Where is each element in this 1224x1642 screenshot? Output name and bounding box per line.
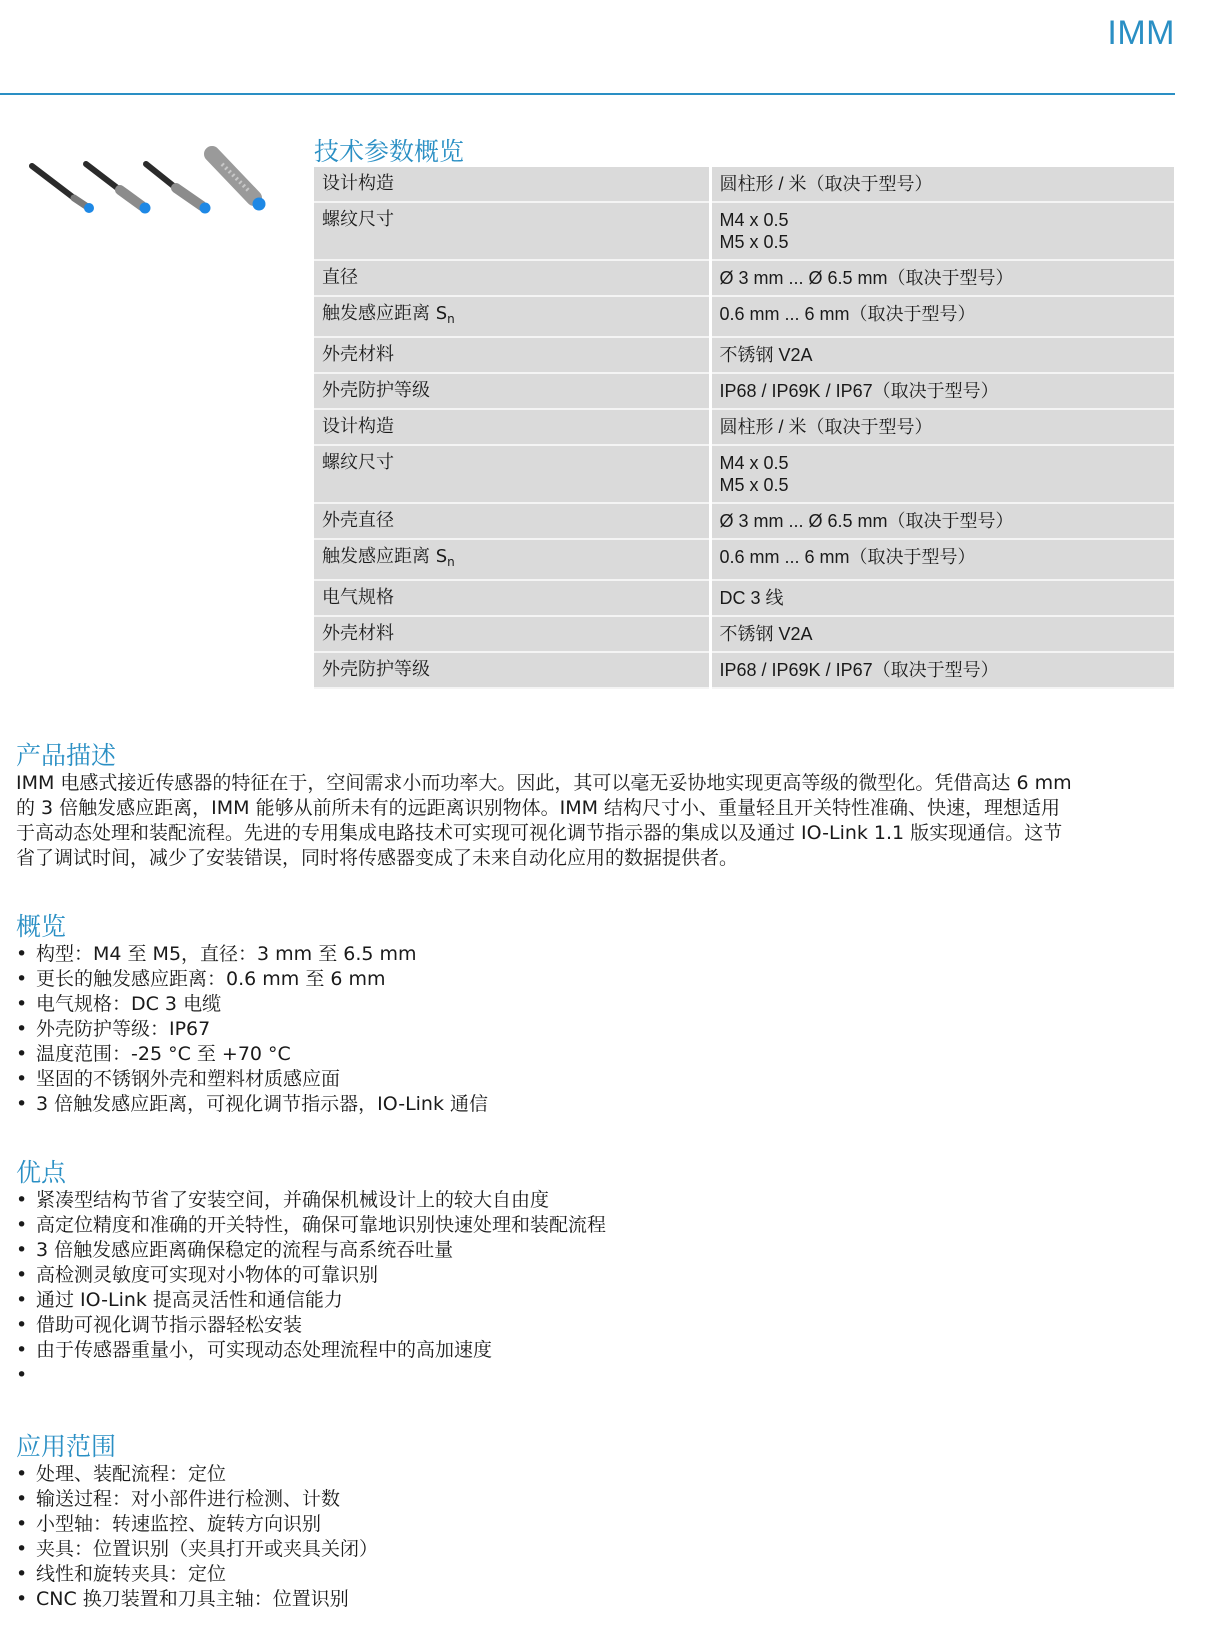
list-item <box>16 1213 1176 1238</box>
spec-label <box>314 652 710 688</box>
spec-label-text: 螺纹尺寸 <box>322 452 394 473</box>
spec-value-line: M4 x 0.5 <box>719 210 789 230</box>
spec-value-line: 不锈钢 V2A <box>719 345 813 365</box>
list-item-text: 电气规格：DC 3 电缆 <box>36 993 222 1015</box>
sensor-1 <box>32 166 94 213</box>
list-item <box>16 1562 1176 1587</box>
spec-row <box>314 580 1174 616</box>
bullet-icon: • <box>16 1339 28 1361</box>
list-item <box>16 967 1176 992</box>
list-item <box>16 1537 1176 1562</box>
advantages-section <box>16 1158 1176 1388</box>
list-item <box>16 1092 1176 1117</box>
sensor-4 <box>212 154 266 211</box>
list-item-text: 构型：M4 至 M5，直径：3 mm 至 6.5 mm <box>36 943 417 965</box>
spec-label <box>314 580 710 616</box>
spec-row <box>314 616 1174 652</box>
spec-row <box>314 337 1174 373</box>
sensor-3 <box>146 164 211 214</box>
spec-label-text: 螺纹尺寸 <box>322 209 394 230</box>
spec-label-text: 外壳防护等级 <box>322 380 430 401</box>
spec-value <box>710 167 1174 202</box>
tech-params-title: 技术参数概览 <box>314 137 465 166</box>
overview-list <box>16 942 1176 1117</box>
spec-value <box>710 260 1174 296</box>
applications-list <box>16 1462 1176 1612</box>
spec-label-text: 直径 <box>322 267 358 288</box>
list-item-text: 紧凑型结构节省了安装空间，并确保机械设计上的较大自由度 <box>36 1189 550 1211</box>
spec-label-text: 设计构造 <box>322 416 394 437</box>
bullet-icon: • <box>16 1463 28 1485</box>
spec-value-line: M5 x 0.5 <box>719 475 789 495</box>
list-item <box>16 1363 1176 1388</box>
page-header <box>0 0 1175 95</box>
spec-row <box>314 373 1174 409</box>
advantages-list <box>16 1188 1176 1388</box>
spec-value <box>710 616 1174 652</box>
spec-label <box>314 503 710 539</box>
list-item-text: 高定位精度和准确的开关特性，确保可靠地识别快速处理和装配流程 <box>36 1214 607 1236</box>
list-item-text: 外壳防护等级：IP67 <box>36 1018 211 1040</box>
spec-value <box>710 652 1174 688</box>
spec-label-text: 外壳材料 <box>322 623 394 644</box>
list-item <box>16 1188 1176 1213</box>
spec-row <box>314 409 1174 445</box>
bullet-icon: • <box>16 1239 28 1261</box>
description-line: 的 3 倍触发感应距离，IMM 能够从前所未有的远距离识别物体。IMM 结构尺寸小、重量轻且开关特性准确、快速，理想适用 <box>16 797 1061 819</box>
bullet-icon: • <box>16 968 28 990</box>
brand-title: IMM <box>1107 14 1175 52</box>
bullet-icon: • <box>16 1043 28 1065</box>
list-item <box>16 1462 1176 1487</box>
spec-label <box>314 373 710 409</box>
spec-row <box>314 260 1174 296</box>
list-item <box>16 1338 1176 1363</box>
spec-label <box>314 539 710 580</box>
spec-row <box>314 539 1174 580</box>
spec-value-line: IP68 / IP69K / IP67（取决于型号） <box>719 381 999 401</box>
applications-title: 应用范围 <box>16 1432 117 1461</box>
bullet-icon: • <box>16 1214 28 1236</box>
bullet-icon: • <box>16 1093 28 1115</box>
bullet-icon: • <box>16 1189 28 1211</box>
bullet-icon: • <box>16 1538 28 1560</box>
spec-value <box>710 445 1174 503</box>
spec-label <box>314 296 710 337</box>
bullet-icon: • <box>16 1068 28 1090</box>
spec-label <box>314 337 710 373</box>
spec-label <box>314 202 710 260</box>
spec-label-subscript: n <box>447 555 455 569</box>
spec-label-subscript: n <box>447 312 455 326</box>
description-line: IMM 电感式接近传感器的特征在于，空间需求小而功率大。因此，其可以毫无妥协地实现更高等级的微型化。凭借高达 6 mm <box>16 772 1072 794</box>
spec-label-text: 触发感应距离 S <box>322 546 448 567</box>
advantages-title: 优点 <box>16 1158 67 1187</box>
bullet-icon: • <box>16 1289 28 1311</box>
list-item <box>16 1512 1176 1537</box>
description-title: 产品描述 <box>16 741 117 770</box>
list-item-text: 坚固的不锈钢外壳和塑料材质感应面 <box>36 1068 341 1090</box>
description-line: 省了调试时间，减少了安装错误，同时将传感器变成了未来自动化应用的数据提供者。 <box>16 847 739 869</box>
list-item <box>16 1487 1176 1512</box>
list-item-text: 3 倍触发感应距离确保稳定的流程与高系统吞吐量 <box>36 1239 454 1261</box>
spec-row <box>314 503 1174 539</box>
list-item-text: 输送过程：对小部件进行检测、计数 <box>36 1488 341 1510</box>
spec-label <box>314 409 710 445</box>
spec-row <box>314 202 1174 260</box>
list-item-text: 借助可视化调节指示器轻松安装 <box>36 1314 303 1336</box>
list-item-text: 处理、装配流程：定位 <box>36 1463 227 1485</box>
spec-value-line: 不锈钢 V2A <box>719 624 813 644</box>
list-item <box>16 1238 1176 1263</box>
list-item-text: 线性和旋转夹具：定位 <box>36 1563 227 1585</box>
spec-label-text: 外壳直径 <box>322 510 394 531</box>
bullet-icon: • <box>16 943 28 965</box>
list-item-text: 夹具：位置识别（夹具打开或夹具关闭） <box>36 1538 379 1560</box>
applications-section <box>16 1432 1176 1612</box>
spec-value-line: M5 x 0.5 <box>719 232 789 252</box>
list-item-text: 通过 IO-Link 提高灵活性和通信能力 <box>36 1289 343 1311</box>
list-item <box>16 1042 1176 1067</box>
spec-value <box>710 539 1174 580</box>
bullet-icon: • <box>16 1488 28 1510</box>
spec-label-text: 触发感应距离 S <box>322 303 448 324</box>
list-item-text: 更长的触发感应距离：0.6 mm 至 6 mm <box>36 968 386 990</box>
spec-value <box>710 503 1174 539</box>
list-item-text: 高检测灵敏度可实现对小物体的可靠识别 <box>36 1264 379 1286</box>
spec-table <box>314 167 1174 689</box>
spec-row <box>314 445 1174 503</box>
spec-row <box>314 296 1174 337</box>
bullet-icon: • <box>16 1513 28 1535</box>
spec-label-text: 外壳防护等级 <box>322 659 430 680</box>
spec-value-line: DC 3 线 <box>719 588 784 608</box>
description-line: 于高动态处理和装配流程。先进的专用集成电路技术可实现可视化调节指示器的集成以及通过 IO-Link 1.1 版实现通信。这节 <box>16 822 1063 844</box>
bullet-icon: • <box>16 1264 28 1286</box>
spec-value-line: 圆柱形 / 米（取决于型号） <box>719 417 933 437</box>
list-item <box>16 1017 1176 1042</box>
list-item <box>16 1067 1176 1092</box>
sensor-2 <box>86 164 151 214</box>
spec-label-text: 电气规格 <box>322 587 394 608</box>
spec-value <box>710 296 1174 337</box>
list-item-text: 温度范围：-25 °C 至 +70 °C <box>36 1043 291 1065</box>
bullet-icon: • <box>16 1588 28 1610</box>
list-item-text: 小型轴：转速监控、旋转方向识别 <box>36 1513 322 1535</box>
spec-value-line: 圆柱形 / 米（取决于型号） <box>719 174 933 194</box>
spec-value-line: IP68 / IP69K / IP67（取决于型号） <box>719 660 999 680</box>
bullet-icon: • <box>16 1364 28 1386</box>
spec-value <box>710 373 1174 409</box>
bullet-icon: • <box>16 1563 28 1585</box>
list-item <box>16 1263 1176 1288</box>
spec-row <box>314 652 1174 688</box>
spec-value <box>710 337 1174 373</box>
spec-label <box>314 445 710 503</box>
list-item <box>16 992 1176 1017</box>
spec-label-text: 设计构造 <box>322 173 394 194</box>
spec-label-text: 外壳材料 <box>322 344 394 365</box>
spec-value <box>710 409 1174 445</box>
spec-value-line: 0.6 mm ... 6 mm（取决于型号） <box>719 547 976 567</box>
list-item-text: CNC 换刀装置和刀具主轴：位置识别 <box>36 1588 349 1610</box>
spec-value-line: M4 x 0.5 <box>719 453 789 473</box>
list-item <box>16 1288 1176 1313</box>
bullet-icon: • <box>16 993 28 1015</box>
spec-value <box>710 580 1174 616</box>
list-item <box>16 1313 1176 1338</box>
sensor-product-image <box>28 140 284 230</box>
list-item <box>16 942 1176 967</box>
spec-label <box>314 616 710 652</box>
list-item <box>16 1587 1176 1612</box>
spec-row <box>314 167 1174 202</box>
description-section <box>16 741 1176 871</box>
bullet-icon: • <box>16 1314 28 1336</box>
spec-value-line: 0.6 mm ... 6 mm（取决于型号） <box>719 304 976 324</box>
list-item-text: 3 倍触发感应距离，可视化调节指示器，IO-Link 通信 <box>36 1093 489 1115</box>
spec-value-line: Ø 3 mm ... Ø 6.5 mm（取决于型号） <box>719 268 1014 288</box>
overview-section <box>16 912 1176 1117</box>
bullet-icon: • <box>16 1018 28 1040</box>
overview-title: 概览 <box>16 912 67 941</box>
spec-label <box>314 260 710 296</box>
list-item-text: 由于传感器重量小，可实现动态处理流程中的高加速度 <box>36 1339 493 1361</box>
spec-value-line: Ø 3 mm ... Ø 6.5 mm（取决于型号） <box>719 511 1014 531</box>
spec-label <box>314 167 710 202</box>
spec-value <box>710 202 1174 260</box>
